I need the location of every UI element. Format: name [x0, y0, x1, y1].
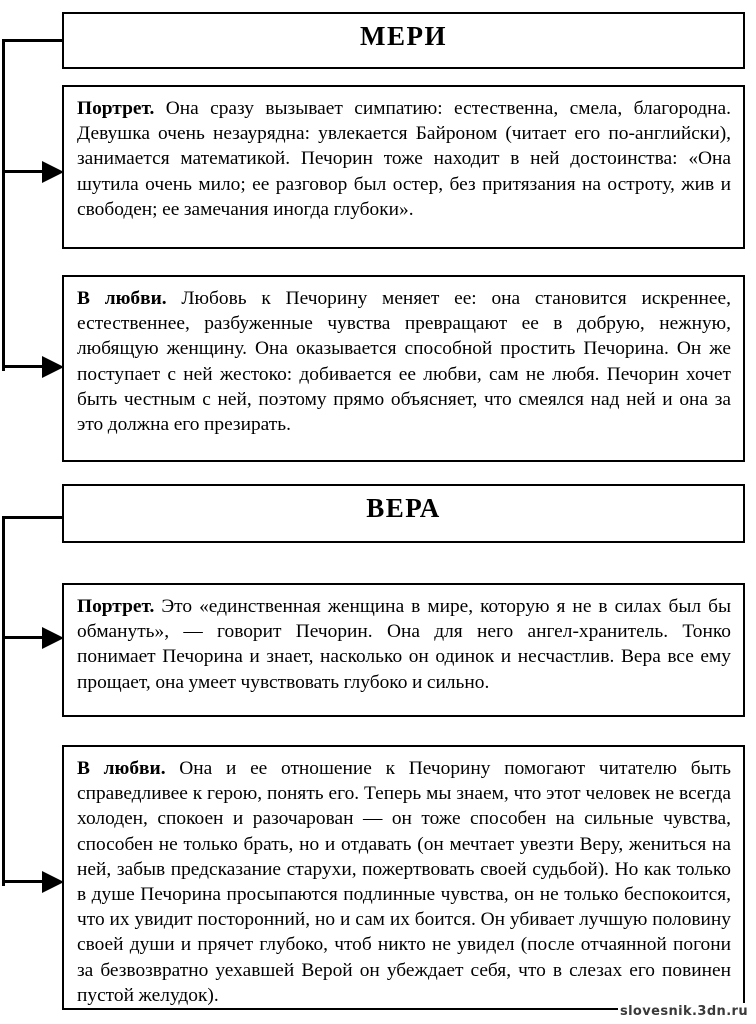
block-lead-meri-portrait: Портрет. [77, 98, 155, 119]
connector-branch-meri-header [2, 39, 64, 42]
block-lead-meri-love: В любви. [77, 288, 167, 309]
section-header-meri [62, 12, 745, 69]
section-header-vera [62, 484, 745, 543]
content-text-meri-love [77, 286, 731, 437]
block-lead-vera-portrait: Портрет. [77, 596, 155, 617]
section-title-meri: МЕРИ [360, 21, 447, 51]
content-text-vera-portrait [77, 594, 731, 695]
content-box-vera-portrait [62, 583, 745, 717]
arrow-to-vera-love [2, 871, 64, 893]
content-text-vera-love [77, 756, 731, 1008]
arrow-to-vera-portrait [2, 627, 64, 649]
block-body-vera-portrait: Это «единственная женщина в мире, которую я не в силах был бы обмануть», — говорит Печорин. Она для него ангел-хранитель. Тонко понимает Печорина и знает, насколько он одинок и несчастлив. Вера все ему прощает, она умеет чувствовать глубоко и сильно. [77, 596, 731, 693]
arrow-to-meri-portrait [2, 161, 64, 183]
arrow-to-meri-love [2, 356, 64, 378]
content-box-meri-love [62, 275, 745, 462]
block-body-meri-love: Любовь к Печорину меняет ее: она становится искреннее, естественнее, разбуженные чувства превращают ее в добрую, нежную, любящую женщину. Она оказывается способной простить Печорина. Он же поступает с ней жестоко: добивается ее любви, сам не любя. Печорин хочет быть честным с ней, поэтому прямо объясняет, что смеялся над ней и она за это должна его презирать. [77, 288, 731, 436]
content-box-meri-portrait [62, 85, 745, 249]
content-box-vera-love [62, 745, 745, 1010]
block-body-vera-love: Она и ее отношение к Печорину помогают читателю быть справедливее к герою, понять его. Теперь мы знаем, что этот человек не всегда холоден, спокоен и разочарован — он тоже способен на сильные чувства, способен не только брать, но и отдавать (он мечтает увезти Веру, жениться на ней, забыв предсказание старухи, пожертвовать своей судьбой). Но как только в душе Печорина просыпаются подлинные чувства, он не только беспокоится, что их увидит посторонний, но и сам их боится. Он убивает лучшую половину своей души и прячет глубоко, чтоб никто не увидел (после отчаянной погони за безвозвратно уехавшей Верой он убеждает себя, что в слезах его повинен пустой желудок). [77, 758, 731, 1006]
connector-branch-vera-header [2, 516, 64, 519]
connector-trunk-meri [2, 39, 5, 371]
section-title-vera: ВЕРА [366, 493, 441, 523]
block-lead-vera-love: В любви. [77, 758, 166, 779]
content-text-meri-portrait [77, 96, 731, 222]
site-watermark: slovesnik.3dn.ru [619, 1004, 748, 1019]
block-body-meri-portrait: Она сразу вызывает симпатию: естественна, смела, благородна. Девушка очень незаурядна: увлекается Байроном (читает его по-английски), занимается математикой. Печорин тоже находит в ней достоинства: «Она шутила очень мило; ее разговор был остер, без притязания на остроту, жив и свободен; ее замечания иногда глубоки». [77, 98, 731, 220]
connector-trunk-vera [2, 516, 5, 886]
